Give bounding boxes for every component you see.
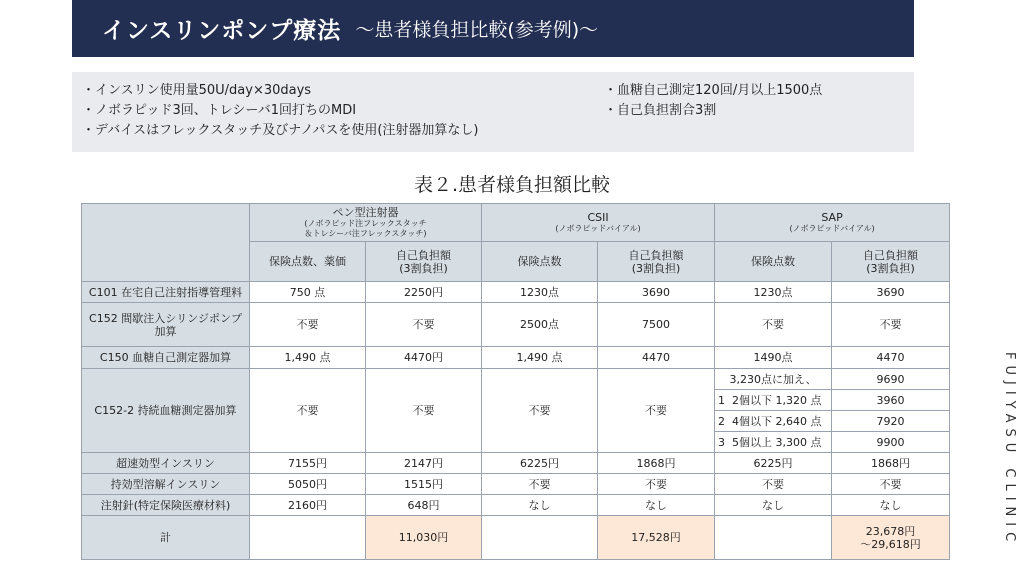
group-header-pen: [250, 204, 482, 242]
comparison-table: [81, 203, 950, 560]
sub-text: 2個以下 1,320 点: [732, 393, 822, 407]
row-label: C152 間歇注入シリンジポンプ加算: [82, 303, 250, 347]
group-sub: (ノボラピッドバイアル): [789, 224, 875, 233]
table-cell: 3960: [832, 390, 950, 411]
page-subtitle: ～患者様負担比較(参考例)～: [355, 19, 599, 41]
group-sub: ＆トレシーバ注フレックスタッチ): [304, 229, 427, 238]
table-cell: 不要: [598, 474, 715, 495]
table-cell: なし: [482, 495, 598, 516]
table-cell: 3690: [598, 282, 715, 303]
condition-line: ・血糖自己測定120回/月以上1500点: [604, 83, 823, 98]
table-row: [82, 474, 950, 495]
col-header: 自己負担額 (3割負担): [832, 242, 950, 282]
table-cell: 7920: [832, 411, 950, 432]
table-cell: 2250円: [366, 282, 482, 303]
table-cell: 不要: [482, 369, 598, 453]
sub-number: 1: [718, 393, 726, 407]
sub-text: 4個以下 2,640 点: [732, 414, 822, 428]
total-csii: 17,528円: [598, 516, 715, 560]
table-cell: 7155円: [250, 453, 366, 474]
page-title: インスリンポンプ療法: [102, 18, 342, 44]
table-row: [82, 369, 950, 390]
row-label: C150 血糖自己測定器加算: [82, 347, 250, 369]
row-label: C101 在宅自己注射指導管理料: [82, 282, 250, 303]
table-row-total: [82, 516, 950, 560]
table-cell: 1230点: [715, 282, 832, 303]
table-cell: 2160円: [250, 495, 366, 516]
table-cell: 不要: [832, 303, 950, 347]
table-row: [82, 495, 950, 516]
col-header: 保険点数、薬価: [250, 242, 366, 282]
group-name: CSII: [587, 211, 609, 224]
group-header-sap: [715, 204, 950, 242]
table-cell: 3,230点に加え、: [715, 369, 832, 390]
condition-line: ・デバイスはフレックスタッチ及びナノパスを使用(注射器加算なし): [82, 123, 479, 138]
table-cell: [715, 516, 832, 560]
table-caption: 表２.患者様負担額比較: [413, 174, 611, 196]
col-header: 保険点数: [715, 242, 832, 282]
table-cell: [482, 516, 598, 560]
table-cell: 1,490 点: [482, 347, 598, 369]
col-header: 自己負担額 (3割負担): [598, 242, 715, 282]
row-label: 計: [82, 516, 250, 560]
total-pen: 11,030円: [366, 516, 482, 560]
table-cell: 1515円: [366, 474, 482, 495]
group-name: SAP: [821, 211, 843, 224]
row-label: 注射針(特定保険医療材料): [82, 495, 250, 516]
table-cell: 3690: [832, 282, 950, 303]
group-header-csii: [482, 204, 715, 242]
table-row: [82, 303, 950, 347]
table-cell: 不要: [366, 303, 482, 347]
table-cell: 不要: [250, 369, 366, 453]
group-name: ペン型注射器: [332, 206, 399, 219]
sub-number: 3: [718, 435, 726, 449]
table-cell: 不要: [715, 303, 832, 347]
table-cell: 5050円: [250, 474, 366, 495]
table-cell: 648円: [366, 495, 482, 516]
title-bar: [72, 0, 914, 57]
table-cell: なし: [832, 495, 950, 516]
table-cell: 6225円: [482, 453, 598, 474]
col-header: 保険点数: [482, 242, 598, 282]
table-cell: 750 点: [250, 282, 366, 303]
clinic-name: FUJIYASU CLINIC: [1002, 352, 1017, 548]
table-cell: 1230点: [482, 282, 598, 303]
table-row: [82, 282, 950, 303]
table-row: [82, 347, 950, 369]
table-cell: 2147円: [366, 453, 482, 474]
table-cell: [715, 432, 832, 453]
group-sub: (ノボラピッド注フレックスタッチ: [304, 219, 427, 228]
table-cell: [250, 516, 366, 560]
table-cell: 不要: [715, 474, 832, 495]
corner-cell: [82, 204, 250, 282]
table-cell: [715, 411, 832, 432]
condition-line: ・インスリン使用量50U/day×30days: [82, 83, 312, 98]
table-cell: 4470: [832, 347, 950, 369]
conditions-box: [72, 72, 914, 152]
table-cell: なし: [715, 495, 832, 516]
table-cell: 4470円: [366, 347, 482, 369]
table-cell: 9900: [832, 432, 950, 453]
total-sap: 23,678円 ～29,618円: [832, 516, 950, 560]
table-cell: なし: [598, 495, 715, 516]
table-cell: 9690: [832, 369, 950, 390]
table-cell: [715, 390, 832, 411]
table-cell: 1868円: [832, 453, 950, 474]
table-cell: 不要: [598, 369, 715, 453]
table-cell: 7500: [598, 303, 715, 347]
row-label: C152-2 持続血糖測定器加算: [82, 369, 250, 453]
table-cell: 1,490 点: [250, 347, 366, 369]
table-cell: 1868円: [598, 453, 715, 474]
table-cell: 不要: [250, 303, 366, 347]
table-cell: 6225円: [715, 453, 832, 474]
group-sub: (ノボラピッドバイアル): [555, 224, 641, 233]
table-cell: 不要: [366, 369, 482, 453]
row-label: 持効型溶解インスリン: [82, 474, 250, 495]
table-cell: 2500点: [482, 303, 598, 347]
sub-text: 5個以上 3,300 点: [732, 435, 822, 449]
condition-line: ・自己負担割合3割: [604, 103, 717, 118]
conditions-right: [604, 81, 822, 121]
col-header: 自己負担額 (3割負担): [366, 242, 482, 282]
table-cell: 不要: [832, 474, 950, 495]
table-cell: 1490点: [715, 347, 832, 369]
conditions-left: [82, 81, 479, 141]
row-label: 超速効型インスリン: [82, 453, 250, 474]
sub-number: 2: [718, 414, 726, 428]
table-cell: 不要: [482, 474, 598, 495]
condition-line: ・ノボラピッド3回、トレシーバ1回打ちのMDI: [82, 103, 357, 118]
table-row: [82, 453, 950, 474]
table-cell: 4470: [598, 347, 715, 369]
